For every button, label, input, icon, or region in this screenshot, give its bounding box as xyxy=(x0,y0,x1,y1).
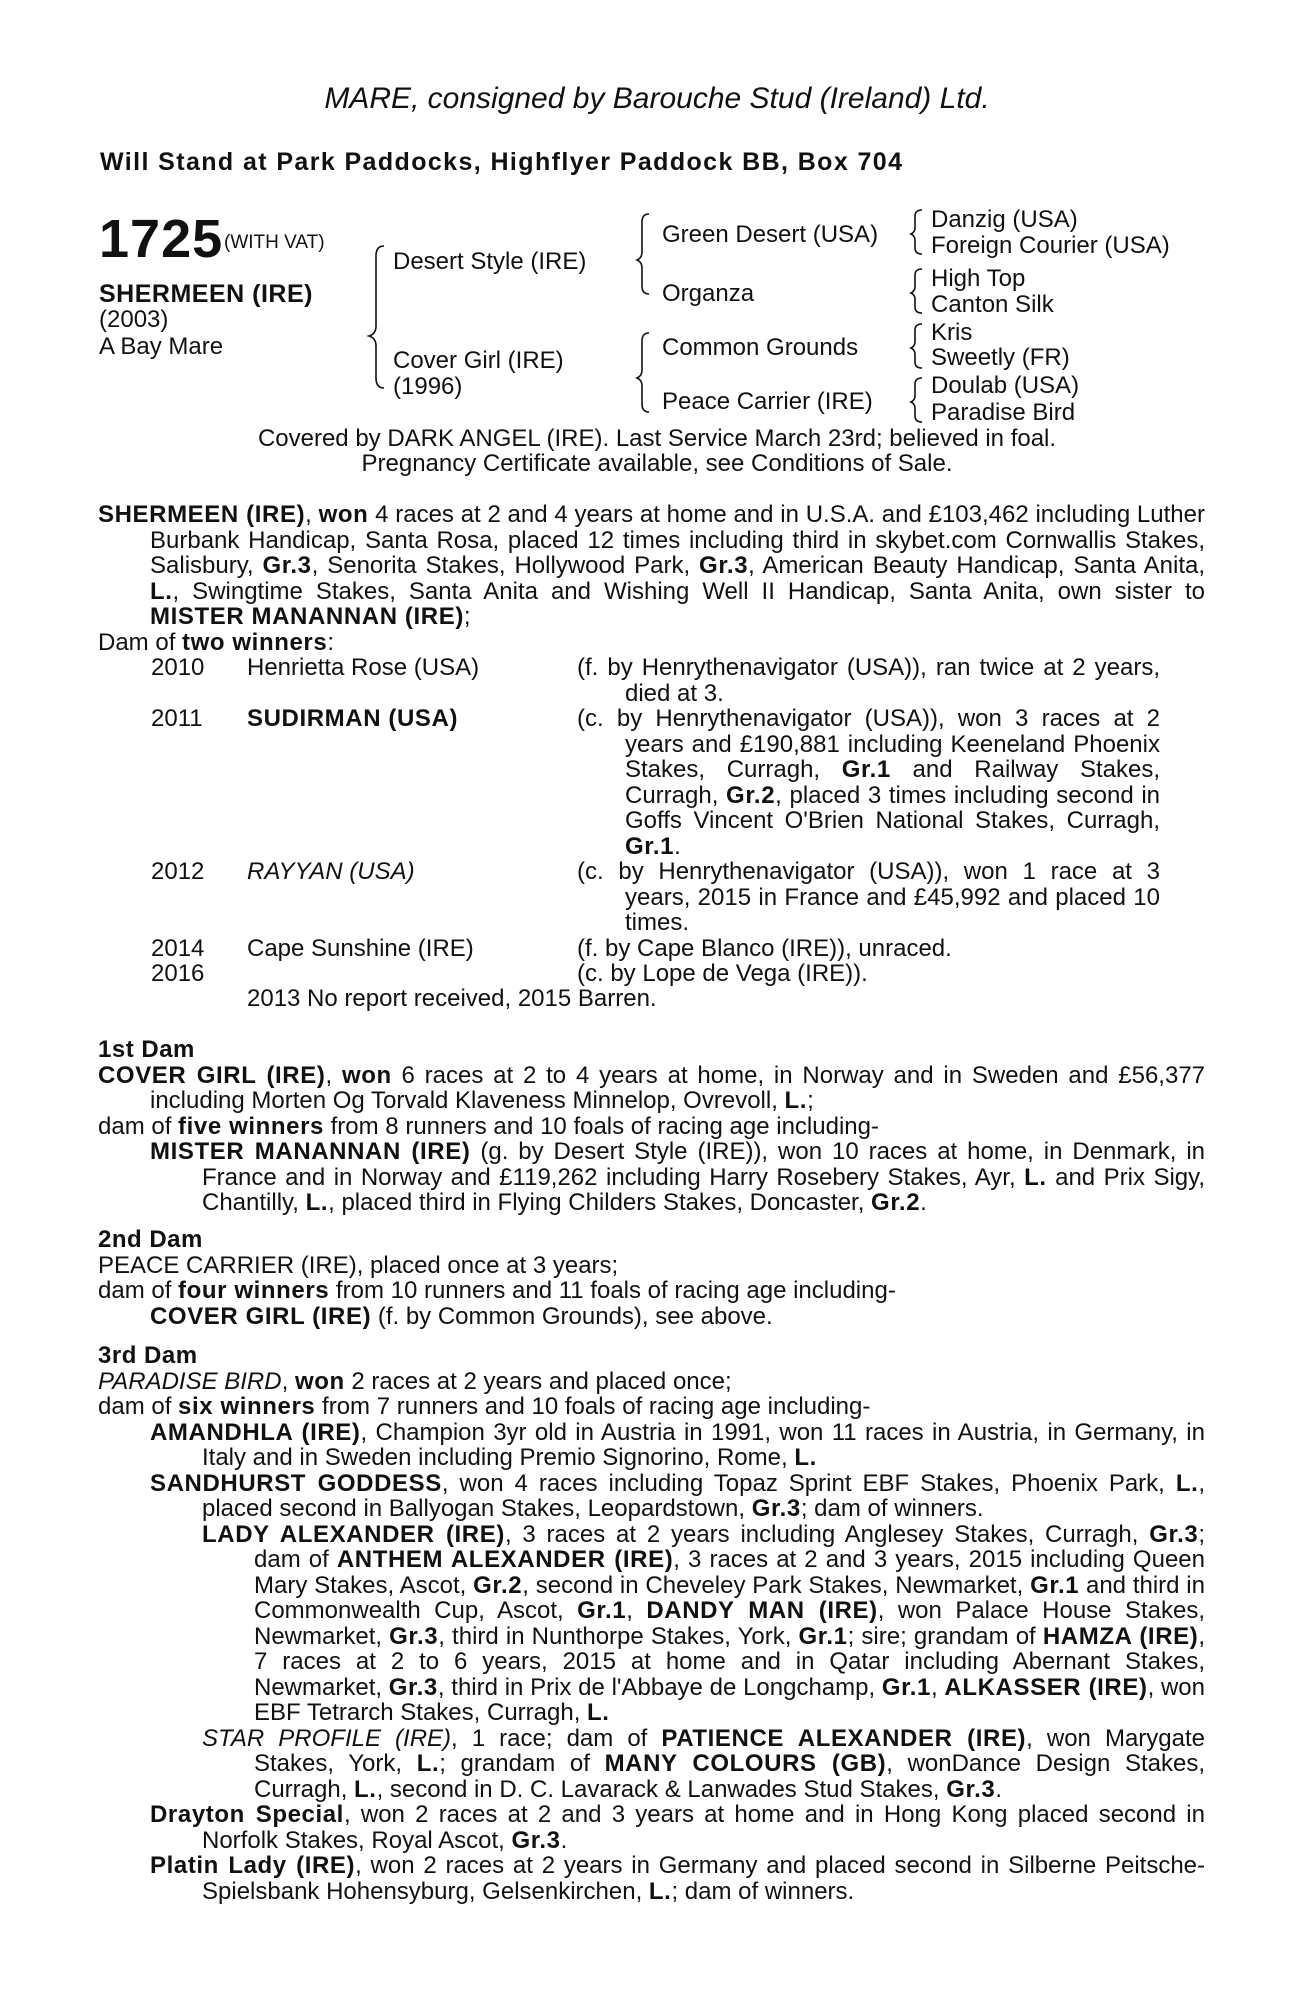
produce-text: , placed 3 times including second in Goffs Vincent O'Brien National Stakes, Curragh, xyxy=(625,781,1161,834)
third-dam-line: PARADISE BIRD, won 2 races at 2 years and placed once; xyxy=(98,1367,732,1395)
produce-name: Henrietta Rose (USA) xyxy=(247,654,480,681)
horse-description: A Bay Mare xyxy=(99,333,224,360)
winners-count: two winners xyxy=(182,628,328,656)
grade-label: Gr.3 xyxy=(946,1775,996,1803)
brace-gen2-dam xyxy=(637,333,649,412)
pedigree-gen3-1: Danzig (USA) xyxy=(931,206,1078,233)
pedigree-dam-dam: Peace Carrier (IRE) xyxy=(662,388,873,415)
produce-note: 2013 No report received, 2015 Barren. xyxy=(247,985,657,1012)
dam-text: 6 races at 2 to 4 years at home, in Norway and in Sweden and £56,377 including Morten Og Torvald Klaveness Minnelop, Ovrevoll, xyxy=(150,1061,1206,1114)
progeny-text: ; sire; grandam of xyxy=(847,1622,1043,1650)
won-label: won xyxy=(318,501,369,528)
progeny-text: (f. by Common Grounds), see above. xyxy=(371,1302,773,1330)
progeny-name: PATIENCE ALEXANDER (IRE) xyxy=(661,1724,1027,1752)
listed-label: L. xyxy=(305,1189,329,1216)
pedigree-sire-sire: Green Desert (USA) xyxy=(662,221,879,248)
pedigree-gen3-3: High Top xyxy=(931,265,1026,292)
dam-of-text: from 7 runners and 10 foals of racing age including- xyxy=(315,1393,871,1420)
second-dam-line: PEACE CARRIER (IRE), placed once at 3 years; xyxy=(98,1251,619,1279)
winners-count: five winners xyxy=(178,1112,324,1140)
listed-label: L. xyxy=(1175,1469,1199,1497)
grade-label: Gr.3 xyxy=(262,552,312,579)
pedigree-sire-dam: Organza xyxy=(662,280,755,307)
dam-of-text: dam of xyxy=(98,1277,179,1304)
progeny-entry xyxy=(98,1471,1205,1522)
progeny-text: , won 2 races at 2 and 3 years at home and in Hong Kong placed second in Norfolk Stakes, Royal Ascot, xyxy=(202,1801,1205,1854)
summary-text: , Senorita Stakes, Hollywood Park, xyxy=(311,552,700,579)
grade-label: Gr.3 xyxy=(389,1622,439,1650)
progeny-name: STAR PROFILE (IRE) xyxy=(202,1724,452,1752)
listed-label: L. xyxy=(784,1087,808,1114)
horse-name: SHERMEEN (IRE) xyxy=(99,280,313,308)
dam-name: PARADISE BIRD xyxy=(98,1367,282,1395)
produce-description: (c. by Lope de Vega (IRE)). xyxy=(577,960,868,987)
dam-name: COVER GIRL (IRE) xyxy=(98,1061,326,1089)
grade-label: Gr.1 xyxy=(577,1597,627,1624)
listed-label: L. xyxy=(150,577,173,605)
first-dam-paragraph: COVER GIRL (IRE), won 6 races at 2 to 4 years at home, in Norway and in Sweden and £56,377 including Morten Og Torvald Klaveness Minnelop, Ovrevoll, L.; xyxy=(98,1061,1206,1114)
produce-description: (c. by Henrythenavigator (USA)), won 1 race at 3 years, 2015 in France and £45,992 and placed 10 times. xyxy=(577,858,1160,936)
produce-name: Cape Sunshine (IRE) xyxy=(247,935,474,962)
lot-number: 1725 xyxy=(99,209,224,269)
vat-note: (WITH VAT) xyxy=(224,232,325,253)
grade-label: Gr.1 xyxy=(881,1673,932,1701)
produce-description xyxy=(577,706,1160,859)
progeny-text: , won Marygate Stakes, York, xyxy=(254,1724,1206,1777)
grade-label: Gr.3 xyxy=(511,1826,561,1854)
grade-label: Gr.3 xyxy=(388,1673,438,1701)
third-dam-heading: 3rd Dam xyxy=(98,1342,198,1369)
first-dam-heading: 1st Dam xyxy=(98,1036,195,1063)
grade-label: Gr.3 xyxy=(699,552,749,579)
progeny-text: . xyxy=(920,1189,927,1216)
dam-of-text: from 10 runners and 11 foals of racing age including- xyxy=(329,1277,896,1304)
grade-label: Gr.1 xyxy=(798,1622,848,1650)
dam-of-line xyxy=(98,1114,1205,1140)
grade-label: Gr.1 xyxy=(625,832,675,860)
progeny-text: , Champion 3yr old in Austria in 1991, won 11 races in Austria, in Germany, in Italy and in Sweden including Premio Signorino, Rome, xyxy=(202,1418,1205,1471)
progeny-entry xyxy=(98,1420,1205,1471)
progeny-name: Drayton Special xyxy=(150,1801,344,1828)
grade-label: Gr.1 xyxy=(841,756,891,783)
progeny-text: , second in Cheveley Park Stakes, Newmarket, xyxy=(522,1571,1031,1599)
brace-gen3-1 xyxy=(911,210,922,254)
pedigree-gen3-7: Doulab (USA) xyxy=(931,372,1080,399)
progeny-text: , wonDance Design Stakes, Curragh, xyxy=(254,1750,1205,1803)
progeny-text: ; grandam of xyxy=(439,1750,605,1777)
progeny-name: DANDY MAN (IRE) xyxy=(646,1597,878,1624)
pedigree-gen3-4: Canton Silk xyxy=(931,291,1054,318)
grade-label: Gr.2 xyxy=(473,1571,523,1599)
grade-label: Gr.3 xyxy=(751,1495,801,1522)
progeny-text: , won 2 races at 2 years in Germany and placed second in Silberne Peitsche-Spielsbank Hohensyburg, Gelsenkirchen, xyxy=(202,1852,1205,1905)
produce-description: (f. by Cape Blanco (IRE)), unraced. xyxy=(577,935,952,962)
progeny-text: , second in D. C. Lavarack & Lanwades Stud Stakes, xyxy=(376,1775,947,1803)
brace-gen3-3 xyxy=(911,324,922,368)
produce-year: 2011 xyxy=(151,705,203,732)
brace-gen2-sire xyxy=(637,214,649,294)
produce-name: RAYYAN (USA) xyxy=(247,858,415,885)
progeny-text: , won EBF Tetrarch Stakes, Curragh, xyxy=(254,1673,1205,1726)
progeny-text: , third in Nunthorpe Stakes, York, xyxy=(438,1622,799,1650)
stand-location: Will Stand at Park Paddocks, Highflyer Paddock BB, Box 704 xyxy=(100,148,904,176)
pedigree-dam-sire: Common Grounds xyxy=(662,334,859,361)
progeny-text: . xyxy=(560,1826,568,1854)
progeny-text: and third in Commonwealth Cup, Ascot, xyxy=(254,1571,1205,1624)
pedigree-gen3-6: Sweetly (FR) xyxy=(931,344,1070,371)
progeny-text: , placed third in Flying Childers Stakes, Doncaster, xyxy=(328,1189,872,1216)
pedigree-braces xyxy=(0,0,1314,440)
progeny-name: AMANDHLA (IRE) xyxy=(150,1418,361,1446)
progeny-entry xyxy=(98,1726,1205,1803)
brace-gen3-4 xyxy=(911,378,922,422)
brace-gen1 xyxy=(369,246,384,388)
progeny-name: MISTER MANANNAN (IRE) xyxy=(150,1138,471,1165)
produce-name: SUDIRMAN (USA) xyxy=(247,705,459,732)
third-dam-section xyxy=(98,1343,1205,1904)
brace-gen3-2 xyxy=(911,269,922,313)
pedigree-dam-year: (1996) xyxy=(393,373,463,400)
dam-text: 2 races at 2 years and placed once; xyxy=(344,1367,732,1395)
produce-text: (c. by Henrythenavigator (USA)), won 3 races at 2 years and £190,881 including Keeneland Phoenix Stakes, Curragh, xyxy=(577,705,1160,783)
progeny-name: COVER GIRL (IRE) xyxy=(150,1302,372,1330)
covered-line: Covered by DARK ANGEL (IRE). Last Service March 23rd; believed in foal. xyxy=(257,425,1057,452)
dam-of-line xyxy=(98,630,1205,656)
progeny-text: ; dam of winners. xyxy=(671,1877,855,1905)
winners-count: six winners xyxy=(178,1393,316,1420)
progeny-name: SANDHURST GODDESS xyxy=(150,1469,442,1497)
pedigree-gen3-5: Kris xyxy=(931,319,973,346)
progeny-entry xyxy=(98,1139,1205,1216)
winners-count: four winners xyxy=(178,1277,330,1304)
listed-label: L. xyxy=(416,1750,440,1777)
progeny-text: , won 4 races including Topaz Sprint EBF Stakes, Phoenix Park, xyxy=(441,1469,1176,1497)
dam-of-text: dam of xyxy=(98,1112,179,1140)
dam-of-text: dam of xyxy=(98,1393,179,1420)
listed-label: L. xyxy=(794,1444,817,1471)
progeny-name: HAMZA (IRE) xyxy=(1042,1622,1199,1650)
dam-of-line xyxy=(98,1278,1205,1304)
dam-of-text: Dam of xyxy=(98,628,183,656)
progeny-name: ALKASSER (IRE) xyxy=(944,1673,1148,1701)
progeny-text: ; dam of winners. xyxy=(800,1495,984,1522)
progeny-name: Platin Lady (IRE) xyxy=(150,1852,356,1879)
pedigree-dam: Cover Girl (IRE) xyxy=(393,347,564,374)
progeny-text: , 3 races at 2 and 3 years, 2015 including Queen Mary Stakes, Ascot, xyxy=(254,1546,1205,1599)
listed-label: L. xyxy=(648,1877,672,1905)
dam-of-text: : xyxy=(327,628,334,656)
pedigree-gen3-8: Paradise Bird xyxy=(931,399,1076,426)
progeny-entry xyxy=(98,1522,1205,1726)
listed-label: L. xyxy=(1024,1163,1047,1191)
progeny-text: , 3 races at 2 years including Anglesey Stakes, Curragh, xyxy=(504,1520,1150,1548)
progeny-text: , placed second in Ballyogan Stakes, Leopardstown, xyxy=(202,1469,1206,1522)
dam-of-text: from 8 runners and 10 foals of racing age including- xyxy=(323,1112,879,1140)
progeny-entry xyxy=(98,1802,1205,1853)
horse-year: (2003) xyxy=(99,306,169,333)
dam-of-line xyxy=(98,1394,1205,1420)
progeny-name: LADY ALEXANDER (IRE) xyxy=(202,1520,505,1548)
grade-label: Gr.1 xyxy=(1030,1571,1080,1599)
progeny-name: ANTHEM ALEXANDER (IRE) xyxy=(336,1546,674,1573)
sister-name: MISTER MANANNAN (IRE) xyxy=(150,603,464,630)
grade-label: Gr.3 xyxy=(1149,1520,1199,1548)
listed-label: L. xyxy=(354,1775,377,1803)
first-dam-section xyxy=(98,1037,1205,1216)
summary-text: , Swingtime Stakes, Santa Anita and Wishing Well II Handicap, Santa Anita, own sister to xyxy=(172,577,1205,605)
summary-text: , American Beauty Handicap, Santa Anita, xyxy=(748,552,1206,579)
progeny-text: , won Palace House Stakes, Newmarket, xyxy=(254,1597,1205,1650)
consignor-line: MARE, consigned by Barouche Stud (Ireland) Ltd. xyxy=(324,82,990,115)
produce-year: 2012 xyxy=(151,858,205,885)
summary-section xyxy=(98,502,1205,655)
produce-description: (f. by Henrythenavigator (USA)), ran twice at 2 years, died at 3. xyxy=(577,654,1160,707)
won-label: won xyxy=(341,1061,392,1089)
produce-text: . xyxy=(674,832,681,860)
grade-label: Gr.2 xyxy=(871,1189,921,1216)
progeny-entry xyxy=(98,1304,1205,1330)
second-dam-heading: 2nd Dam xyxy=(98,1226,203,1253)
progeny-text: , third in Prix de l'Abbaye de Longchamp, xyxy=(437,1673,882,1701)
progeny-text: (g. by Desert Style (IRE)), won 10 races at home, in Denmark, in France and in Norway and £119,262 including Harry Rosebery Stakes, Ayr, xyxy=(202,1138,1206,1191)
summary-text: 4 races at 2 and 4 years at home and in U.S.A. and £103,462 including Luther Burbank Handicap, Santa Rosa, placed 12 times including third in skybet.com Cornwallis Stakes, Salisbury, xyxy=(150,501,1205,579)
progeny-text: ; dam of xyxy=(254,1520,1205,1573)
produce-year: 2010 xyxy=(151,654,205,681)
pedigree-gen3-2: Foreign Courier (USA) xyxy=(931,232,1170,259)
progeny-text: and Prix Sigy, Chantilly, xyxy=(202,1163,1206,1216)
pedigree-sire: Desert Style (IRE) xyxy=(393,248,587,275)
summary-text: ; xyxy=(463,603,471,630)
mare-name: SHERMEEN (IRE) xyxy=(98,501,306,528)
progeny-entry xyxy=(98,1853,1205,1904)
dam-text: ; xyxy=(807,1087,814,1114)
second-dam-section xyxy=(98,1227,1205,1329)
won-label: won xyxy=(294,1367,345,1395)
progeny-text: , xyxy=(626,1597,647,1624)
grade-label: Gr.2 xyxy=(726,781,776,809)
progeny-text: , 7 races at 2 to 6 years, 2015 at home and in Qatar including Abernant Stakes, Newmarket, xyxy=(254,1622,1205,1701)
pregnancy-line: Pregnancy Certificate available, see Conditions of Sale. xyxy=(361,450,953,477)
listed-label: L. xyxy=(587,1699,610,1726)
progeny-text: , 1 race; dam of xyxy=(451,1724,662,1752)
produce-text: and Railway Stakes, Curragh, xyxy=(625,756,1161,809)
progeny-name: MANY COLOURS (GB) xyxy=(604,1750,887,1777)
produce-year: 2016 xyxy=(151,960,205,987)
produce-year: 2014 xyxy=(151,935,205,962)
progeny-text: . xyxy=(995,1775,1002,1803)
progeny-text: , xyxy=(931,1673,945,1701)
summary-paragraph: SHERMEEN (IRE), won 4 races at 2 and 4 years at home and in U.S.A. and £103,462 including Luther Burbank Handicap, Santa Rosa, placed 12 times including third in skybet.com Cornwallis Stakes, Salisbury, Gr.3, Senorita Stakes, Hollywood Park, Gr.3, American Beauty Handicap, Santa Anita, L., Swingtime Stakes, Santa Anita and Wishing Well II Handicap, Santa Anita, own sister to MISTER MANANNAN (IRE); xyxy=(98,501,1206,630)
